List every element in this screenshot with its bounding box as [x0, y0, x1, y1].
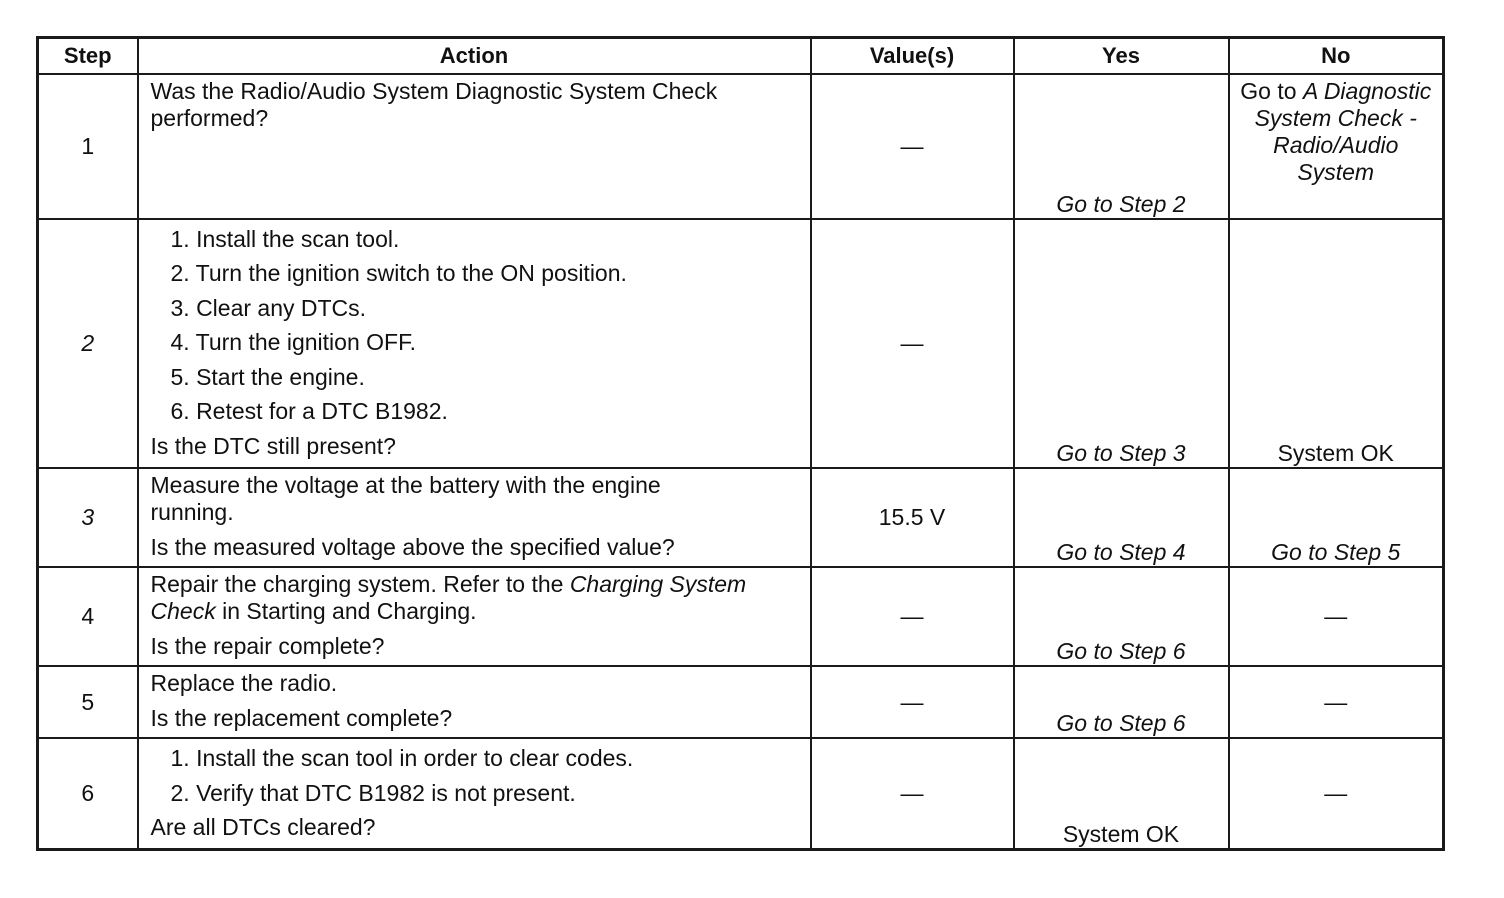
action-steps-list: [151, 222, 798, 430]
yes-link[interactable]: Go to Step 4: [1056, 539, 1186, 566]
action-question: Is the replacement complete?: [150, 705, 453, 732]
action-text: [151, 571, 798, 625]
no-cell: [1229, 468, 1444, 567]
step-number: 5: [38, 666, 138, 738]
reference-link[interactable]: Charging System Check: [150, 571, 747, 625]
no-link[interactable]: A Diagnostic System Check - Radio/Audio System: [1254, 77, 1432, 185]
header-values: Value(s): [811, 38, 1014, 74]
table-row: [38, 567, 1444, 666]
yes-link[interactable]: Go to Step 6: [1056, 710, 1186, 737]
action-question: Is the DTC still present?: [150, 433, 396, 460]
diagnostic-table: [36, 36, 1445, 851]
action-cell: [138, 74, 811, 219]
yes-link[interactable]: Go to Step 3: [1056, 440, 1186, 467]
action-cell: [138, 468, 811, 567]
step-number: 4: [38, 567, 138, 666]
step-number: 3: [38, 468, 138, 567]
step-number: 6: [38, 738, 138, 850]
action-text-pre: Repair the charging system. Refer to the: [150, 571, 570, 598]
header-action: Action: [138, 38, 811, 74]
step-number: 1: [38, 74, 138, 219]
value-cell: —: [811, 74, 1014, 219]
table-row: [38, 74, 1444, 219]
yes-link[interactable]: Go to Step 2: [1056, 190, 1186, 217]
list-item: 4. Turn the ignition OFF.: [170, 329, 416, 356]
value-cell: 15.5 V: [811, 468, 1014, 567]
yes-cell: [1014, 738, 1229, 850]
action-question: Is the measured voltage above the specified value?: [150, 534, 675, 561]
yes-cell: [1014, 219, 1229, 469]
no-result: System OK: [1277, 440, 1394, 467]
action-text: Replace the radio.: [150, 670, 338, 697]
no-prefix: Go to: [1240, 77, 1303, 104]
list-item: 2. Turn the ignition switch to the ON position.: [170, 260, 627, 287]
list-item: 1. Install the scan tool.: [170, 225, 400, 252]
no-cell: —: [1229, 666, 1444, 738]
action-text-post: in Starting and Charging.: [215, 598, 477, 625]
action-text: Measure the voltage at the battery with the engine running.: [150, 472, 661, 526]
no-cell: [1229, 74, 1444, 219]
no-cell: —: [1229, 567, 1444, 666]
yes-link[interactable]: Go to Step 6: [1056, 638, 1186, 665]
action-steps-list: [151, 741, 798, 810]
header-no: No: [1229, 38, 1444, 74]
value-cell: —: [811, 567, 1014, 666]
table-row: [38, 468, 1444, 567]
action-cell: [138, 666, 811, 738]
action-cell: [138, 738, 811, 850]
yes-cell: [1014, 666, 1229, 738]
no-cell: —: [1229, 738, 1444, 850]
table-row: [38, 738, 1444, 850]
header-step: Step: [38, 38, 138, 74]
yes-cell: [1014, 468, 1229, 567]
header-row: [38, 38, 1444, 74]
action-question: Are all DTCs cleared?: [150, 814, 376, 841]
action-cell: [138, 219, 811, 469]
list-item: 3. Clear any DTCs.: [170, 294, 367, 321]
action-question: Is the repair complete?: [150, 633, 385, 660]
list-item: 6. Retest for a DTC B1982.: [170, 398, 448, 425]
yes-cell: [1014, 567, 1229, 666]
step-number: 2: [38, 219, 138, 469]
table-row: [38, 219, 1444, 469]
value-cell: —: [811, 666, 1014, 738]
yes-cell: [1014, 74, 1229, 219]
table-row: [38, 666, 1444, 738]
list-item: 2. Verify that DTC B1982 is not present.: [170, 779, 576, 806]
list-item: 5. Start the engine.: [170, 363, 365, 390]
no-cell: [1229, 219, 1444, 469]
header-yes: Yes: [1014, 38, 1229, 74]
value-cell: —: [811, 219, 1014, 469]
action-text: Was the Radio/Audio System Diagnostic System Check performed?: [150, 77, 718, 131]
no-link[interactable]: Go to Step 5: [1271, 539, 1401, 566]
value-cell: —: [811, 738, 1014, 850]
yes-result: System OK: [1062, 821, 1180, 848]
action-cell: [138, 567, 811, 666]
list-item: 1. Install the scan tool in order to clear codes.: [170, 745, 634, 772]
